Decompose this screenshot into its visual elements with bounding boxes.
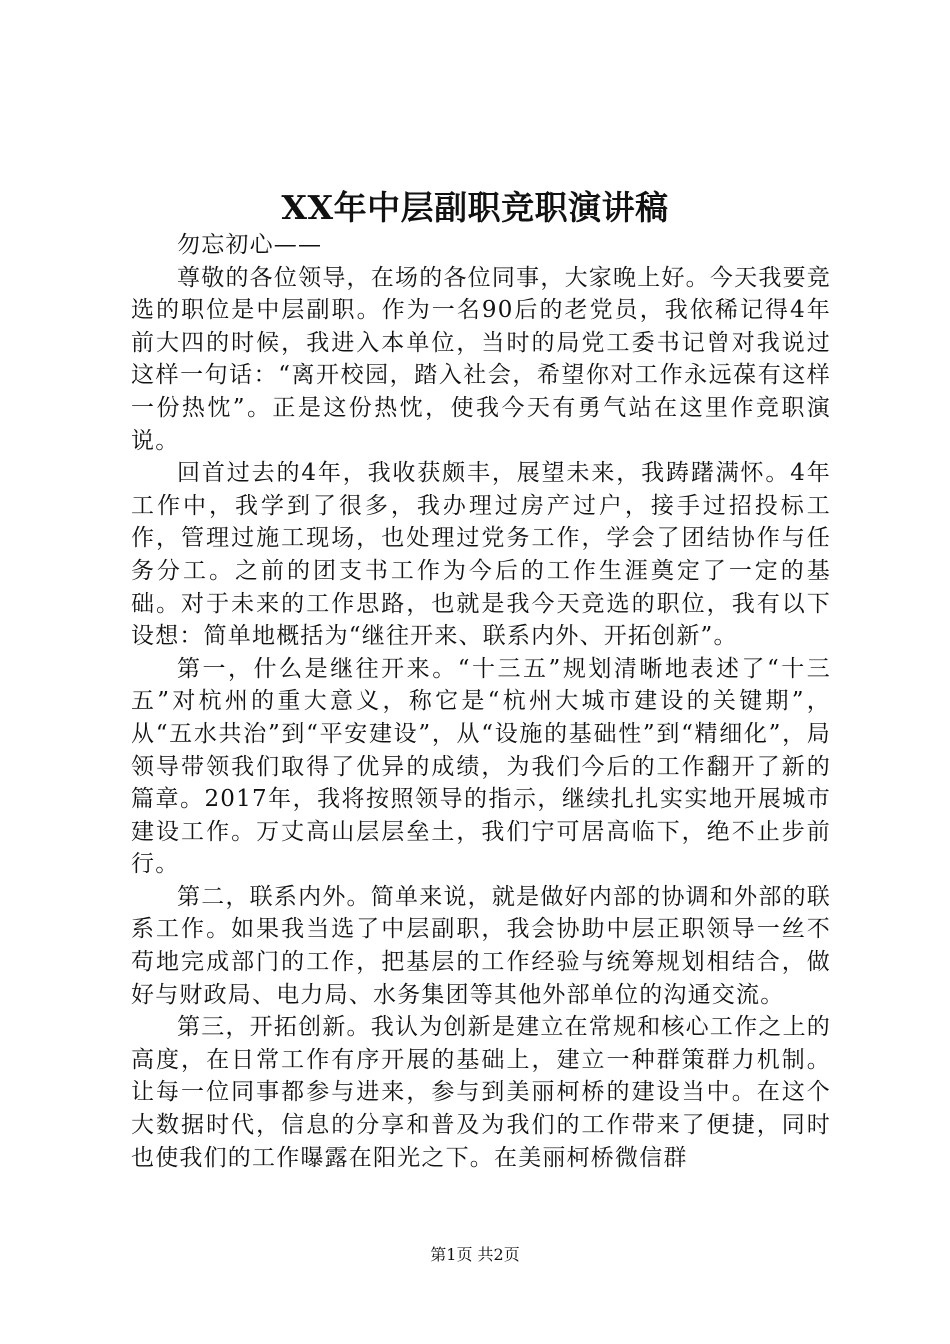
paragraph-review: 回首过去的4年，我收获颇丰，展望未来，我踌躇满怀。4年工作中，我学到了很多，我办理过房产过户，接手过招投标工作，管理过施工现场，也处理过党务工作，学会了团结协作与任务分工。之前的团支书工作为今后的工作生涯奠定了一定的基础。对于未来的工作思路，也就是我今天竞选的职位，我有以下设想：简单地概括为“继往开来、联系内外、开拓创新”。 xyxy=(131,460,831,650)
paragraph-point-three: 第三，开拓创新。我认为创新是建立在常规和核心工作之上的高度，在日常工作有序开展的基础上，建立一种群策群力机制。让每一位同事都参与进来，参与到美丽柯桥的建设当中。在这个大数据时代，信息的分享和普及为我们的工作带来了便捷，同时也使我们的工作曝露在阳光之下。在美丽柯桥微信群 xyxy=(131,1014,831,1171)
paragraph-point-one: 第一，什么是继往开来。“十三五”规划清晰地表述了“十三五”对杭州的重大意义，称它是“杭州大城市建设的关键期”，从“五水共治”到“平安建设”，从“设施的基础性”到“精细化”，局领导带领我们取得了优异的成绩，为我们今后的工作翻开了新的篇章。2017年，我将按照领导的指示，继续扎扎实实地开展城市建设工作。万丈高山层层垒土，我们宁可居高临下，绝不止步前行。 xyxy=(131,655,831,878)
paragraph-point-two: 第二，联系内外。简单来说，就是做好内部的协调和外部的联系工作。如果我当选了中层副职，我会协助中层正职领导一丝不苟地完成部门的工作，把基层的工作经验与统筹规划相结合，做好与财政局、电力局、水务集团等其他外部单位的沟通交流。 xyxy=(131,883,831,1008)
paragraph-greeting: 尊敬的各位领导，在场的各位同事，大家晚上好。今天我要竞选的职位是中层副职。作为一名90后的老党员，我依稀记得4年前大四的时候，我进入本单位，当时的局党工委书记曾对我说过这样一句话：“离开校园，踏入社会，希望你对工作永远葆有这样一份热忱”。正是这份热忱，使我今天有勇气站在这里作竞职演说。 xyxy=(131,264,831,454)
document-title: XX年中层副职竞职演讲稿 xyxy=(281,188,669,227)
paragraph-subtitle: 勿忘初心—— xyxy=(177,232,323,258)
document-body xyxy=(131,229,831,1174)
page-number-footer: 第1页 共2页 xyxy=(430,1245,520,1264)
